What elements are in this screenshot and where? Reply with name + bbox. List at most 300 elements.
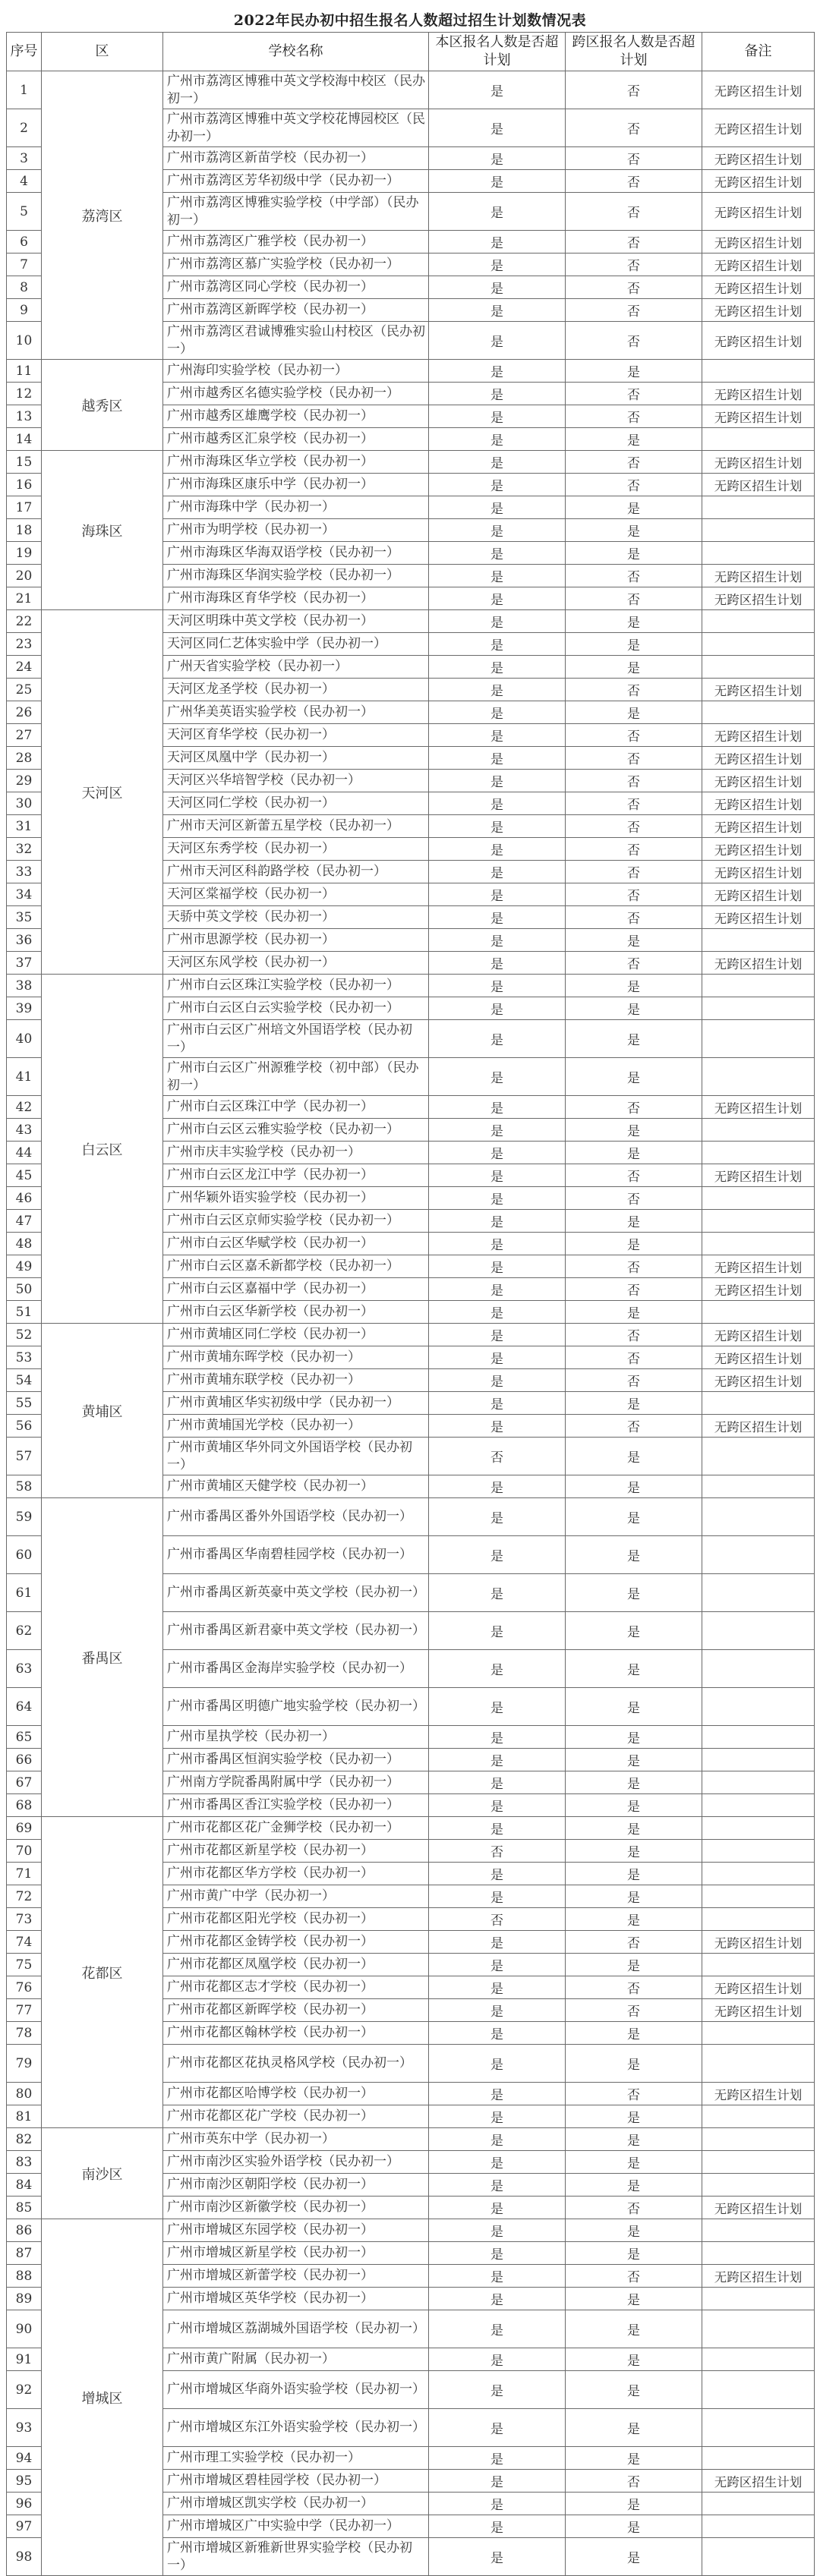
local-over-plan: 是 [429,383,566,405]
remark [702,1020,815,1058]
remark [702,1301,815,1324]
remark [702,1650,815,1688]
school-name: 广州市海珠区华润实验学校（民办初一） [163,565,429,587]
school-name: 广州市增城区碧桂园学校（民办初一） [163,2470,429,2493]
remark [702,1863,815,1885]
district-cell: 天河区 [42,610,163,975]
remark: 无跨区招生计划 [702,2083,815,2105]
cross-over-plan: 是 [566,929,702,952]
district-cell: 黄埔区 [42,1324,163,1498]
remark: 无跨区招生计划 [702,170,815,193]
local-over-plan: 是 [429,929,566,952]
school-name: 广州市花都区阳光学校（民办初一） [163,1908,429,1931]
row-number: 88 [7,2265,42,2288]
remark [702,2538,815,2576]
row-number: 26 [7,701,42,724]
school-name: 广州市花都区华方学校（民办初一） [163,1863,429,1885]
row-number: 19 [7,542,42,565]
cross-over-plan: 否 [566,276,702,299]
row-number: 41 [7,1058,42,1096]
remark: 无跨区招生计划 [702,1164,815,1187]
cross-over-plan: 否 [566,2083,702,2105]
school-name: 广州市黄埔东晖学校（民办初一） [163,1346,429,1369]
cross-over-plan: 否 [566,451,702,474]
table-row [7,71,815,109]
cross-over-plan: 否 [566,254,702,276]
cross-over-plan: 是 [566,1863,702,1885]
row-number: 25 [7,679,42,701]
row-number: 53 [7,1346,42,1369]
remark [702,1233,815,1255]
local-over-plan: 是 [429,2045,566,2083]
remark [702,701,815,724]
local-over-plan: 否 [429,1908,566,1931]
row-number: 96 [7,2493,42,2515]
remark [702,1536,815,1574]
local-over-plan: 是 [429,1020,566,1058]
cross-over-plan: 否 [566,747,702,770]
local-over-plan: 是 [429,1142,566,1164]
row-number: 49 [7,1255,42,1278]
remark: 无跨区招生计划 [702,322,815,360]
school-name: 广州市黄埔东联学校（民办初一） [163,1369,429,1392]
school-name: 广州市白云区云雅实验学校（民办初一） [163,1119,429,1142]
cross-over-plan: 是 [566,2288,702,2310]
remark: 无跨区招生计划 [702,906,815,929]
local-over-plan: 是 [429,360,566,383]
local-over-plan: 是 [429,633,566,656]
local-over-plan: 是 [429,656,566,679]
school-name: 广州市荔湾区慕广实验学校（民办初一） [163,254,429,276]
school-name: 广州市荔湾区博雅实验学校（中学部）（民办初一） [163,193,429,231]
school-name: 广州市荔湾区广雅学校（民办初一） [163,231,429,254]
row-number: 84 [7,2174,42,2197]
remark [702,2515,815,2538]
cross-over-plan: 是 [566,1058,702,1096]
local-over-plan: 是 [429,1612,566,1650]
local-over-plan: 是 [429,975,566,997]
school-name: 广州市白云区珠江中学（民办初一） [163,1096,429,1119]
local-over-plan: 是 [429,2219,566,2242]
row-number: 11 [7,360,42,383]
cross-over-plan: 是 [566,1612,702,1650]
row-number: 5 [7,193,42,231]
school-name: 广州市荔湾区同心学校（民办初一） [163,276,429,299]
district-cell: 海珠区 [42,451,163,610]
header-district: 区 [42,33,163,71]
school-name: 天河区东秀学校（民办初一） [163,838,429,861]
local-over-plan: 是 [429,1233,566,1255]
row-number: 8 [7,276,42,299]
cross-over-plan: 否 [566,1096,702,1119]
remark [702,1908,815,1931]
row-number: 57 [7,1438,42,1475]
remark: 无跨区招生计划 [702,1415,815,1438]
row-number: 29 [7,770,42,792]
remark [702,1210,815,1233]
local-over-plan: 是 [429,428,566,451]
local-over-plan: 否 [429,1438,566,1475]
cross-over-plan: 否 [566,1931,702,1954]
cross-over-plan: 是 [566,1142,702,1164]
local-over-plan: 是 [429,193,566,231]
row-number: 62 [7,1612,42,1650]
local-over-plan: 是 [429,1278,566,1301]
row-number: 22 [7,610,42,633]
cross-over-plan: 否 [566,405,702,428]
school-name: 广州市番禺区金海岸实验学校（民办初一） [163,1650,429,1688]
row-number: 92 [7,2371,42,2409]
row-number: 32 [7,838,42,861]
school-name: 广州市番禺区番外外国语学校（民办初一） [163,1498,429,1536]
row-number: 86 [7,2219,42,2242]
school-name: 广州市花都区新晖学校（民办初一） [163,1999,429,2022]
remark [702,519,815,542]
local-over-plan: 是 [429,147,566,170]
remark [702,1749,815,1771]
remark [702,2022,815,2045]
school-name: 广州市黄埔区华外同文外国语学校（民办初一） [163,1438,429,1475]
cross-over-plan: 是 [566,1954,702,1976]
school-name: 广州市增城区新雅新世界实验学校（民办初一） [163,2538,429,2576]
school-name: 广州市星执学校（民办初一） [163,1726,429,1749]
remark: 无跨区招生计划 [702,451,815,474]
local-over-plan: 是 [429,1415,566,1438]
table-row [7,1324,815,1346]
cross-over-plan: 否 [566,109,702,147]
cross-over-plan: 否 [566,2265,702,2288]
cross-over-plan: 否 [566,792,702,815]
row-number: 91 [7,2348,42,2371]
remark: 无跨区招生计划 [702,147,815,170]
header-school: 学校名称 [163,33,429,71]
row-number: 33 [7,861,42,883]
row-number: 73 [7,1908,42,1931]
cross-over-plan: 是 [566,2174,702,2197]
row-number: 95 [7,2470,42,2493]
remark [702,360,815,383]
local-over-plan: 是 [429,1726,566,1749]
row-number: 16 [7,474,42,496]
local-over-plan: 是 [429,1794,566,1817]
header-local: 本区报名人数是否超计划 [429,33,566,71]
school-name: 广州市增城区新蕾学校（民办初一） [163,2265,429,2288]
local-over-plan: 是 [429,1346,566,1369]
cross-over-plan: 是 [566,2447,702,2470]
header-note: 备注 [702,33,815,71]
remark [702,1058,815,1096]
cross-over-plan: 是 [566,2493,702,2515]
cross-over-plan: 是 [566,1771,702,1794]
local-over-plan: 否 [429,1840,566,1863]
remark [702,1612,815,1650]
row-number: 30 [7,792,42,815]
school-name: 广州市增城区华商外语实验学校（民办初一） [163,2371,429,2409]
local-over-plan: 是 [429,2197,566,2219]
school-name: 天骄中英文学校（民办初一） [163,906,429,929]
row-number: 60 [7,1536,42,1574]
school-name: 广州市白云区广州培文外国语学校（民办初一） [163,1020,429,1058]
remark [702,1954,815,1976]
row-number: 4 [7,170,42,193]
school-name: 广州市花都区金铸学校（民办初一） [163,1931,429,1954]
school-name: 广州市荔湾区博雅中英文学校花博园校区（民办初一） [163,109,429,147]
row-number: 40 [7,1020,42,1058]
remark: 无跨区招生计划 [702,679,815,701]
district-cell: 增城区 [42,2219,163,2576]
local-over-plan: 是 [429,254,566,276]
row-number: 72 [7,1885,42,1908]
local-over-plan: 是 [429,231,566,254]
cross-over-plan: 是 [566,428,702,451]
remark: 无跨区招生计划 [702,2265,815,2288]
remark [702,2493,815,2515]
local-over-plan: 是 [429,2265,566,2288]
row-number: 17 [7,496,42,519]
local-over-plan: 是 [429,2493,566,2515]
row-number: 90 [7,2310,42,2348]
row-number: 12 [7,383,42,405]
school-name: 广州市花都区花执灵格风学校（民办初一） [163,2045,429,2083]
row-number: 1 [7,71,42,109]
remark: 无跨区招生计划 [702,1346,815,1369]
row-number: 64 [7,1688,42,1726]
cross-over-plan: 是 [566,2409,702,2447]
local-over-plan: 是 [429,405,566,428]
local-over-plan: 是 [429,322,566,360]
school-name: 广州市越秀区汇泉学校（民办初一） [163,428,429,451]
school-name: 广州市花都区翰林学校（民办初一） [163,2022,429,2045]
cross-over-plan: 否 [566,1999,702,2022]
local-over-plan: 是 [429,474,566,496]
row-number: 67 [7,1771,42,1794]
remark [702,2348,815,2371]
remark [702,2242,815,2265]
remark: 无跨区招生计划 [702,2470,815,2493]
row-number: 75 [7,1954,42,1976]
row-number: 66 [7,1749,42,1771]
cross-over-plan: 是 [566,360,702,383]
remark [702,997,815,1020]
row-number: 27 [7,724,42,747]
remark: 无跨区招生计划 [702,838,815,861]
row-number: 18 [7,519,42,542]
school-name: 广州市增城区新星学校（民办初一） [163,2242,429,2265]
cross-over-plan: 否 [566,1255,702,1278]
district-cell: 番禺区 [42,1498,163,1817]
row-number: 58 [7,1475,42,1498]
remark [702,542,815,565]
row-number: 2 [7,109,42,147]
cross-over-plan: 是 [566,997,702,1020]
local-over-plan: 是 [429,1954,566,1976]
local-over-plan: 是 [429,2470,566,2493]
school-name: 广州市花都区新星学校（民办初一） [163,1840,429,1863]
remark: 无跨区招生计划 [702,1931,815,1954]
local-over-plan: 是 [429,2105,566,2128]
cross-over-plan: 是 [566,1574,702,1612]
remark [702,1142,815,1164]
remark [702,610,815,633]
cross-over-plan: 是 [566,2219,702,2242]
remark: 无跨区招生计划 [702,815,815,838]
school-name: 广州市黄埔国光学校（民办初一） [163,1415,429,1438]
cross-over-plan: 是 [566,701,702,724]
cross-over-plan: 是 [566,1749,702,1771]
row-number: 47 [7,1210,42,1233]
local-over-plan: 是 [429,883,566,906]
cross-over-plan: 是 [566,1475,702,1498]
school-name: 广州市增城区东江外语实验学校（民办初一） [163,2409,429,2447]
school-name: 广州市荔湾区博雅中英文学校海中校区（民办初一） [163,71,429,109]
row-number: 85 [7,2197,42,2219]
local-over-plan: 是 [429,1119,566,1142]
local-over-plan: 是 [429,1999,566,2022]
remark [702,1187,815,1210]
cross-over-plan: 是 [566,2515,702,2538]
local-over-plan: 是 [429,1931,566,1954]
local-over-plan: 是 [429,2128,566,2151]
row-number: 59 [7,1498,42,1536]
remark [702,1392,815,1415]
local-over-plan: 是 [429,1817,566,1840]
table-row [7,451,815,474]
row-number: 93 [7,2409,42,2447]
school-name: 广州市黄广中学（民办初一） [163,1885,429,1908]
row-number: 76 [7,1976,42,1999]
row-number: 48 [7,1233,42,1255]
table-row [7,360,815,383]
row-number: 39 [7,997,42,1020]
table-row [7,1498,815,1536]
cross-over-plan: 否 [566,299,702,322]
local-over-plan: 是 [429,1255,566,1278]
row-number: 77 [7,1999,42,2022]
row-number: 31 [7,815,42,838]
cross-over-plan: 是 [566,1210,702,1233]
row-number: 74 [7,1931,42,1954]
local-over-plan: 是 [429,770,566,792]
local-over-plan: 是 [429,1976,566,1999]
local-over-plan: 是 [429,2083,566,2105]
cross-over-plan: 是 [566,2310,702,2348]
row-number: 83 [7,2151,42,2174]
school-name: 广州市白云区嘉禾新都学校（民办初一） [163,1255,429,1278]
row-number: 87 [7,2242,42,2265]
header-num: 序号 [7,33,42,71]
school-name: 广州市海珠区康乐中学（民办初一） [163,474,429,496]
cross-over-plan: 是 [566,975,702,997]
local-over-plan: 是 [429,1574,566,1612]
remark: 无跨区招生计划 [702,724,815,747]
local-over-plan: 是 [429,2515,566,2538]
remark [702,1771,815,1794]
local-over-plan: 是 [429,2151,566,2174]
cross-over-plan: 否 [566,2470,702,2493]
local-over-plan: 是 [429,1771,566,1794]
school-name: 广州市荔湾区新晖学校（民办初一） [163,299,429,322]
cross-over-plan: 否 [566,1278,702,1301]
row-number: 34 [7,883,42,906]
school-name: 广州海印实验学校（民办初一） [163,360,429,383]
remark [702,1840,815,1863]
row-number: 35 [7,906,42,929]
remark [702,2128,815,2151]
remark [702,975,815,997]
school-name: 广州市黄埔区天健学校（民办初一） [163,1475,429,1498]
remark: 无跨区招生计划 [702,2197,815,2219]
remark: 无跨区招生计划 [702,1999,815,2022]
school-name: 天河区兴华培智学校（民办初一） [163,770,429,792]
row-number: 15 [7,451,42,474]
cross-over-plan: 是 [566,1392,702,1415]
cross-over-plan: 否 [566,147,702,170]
local-over-plan: 是 [429,542,566,565]
row-number: 36 [7,929,42,952]
school-name: 广州市白云区广州源雅学校（初中部）（民办初一） [163,1058,429,1096]
remark [702,1498,815,1536]
local-over-plan: 是 [429,861,566,883]
row-number: 70 [7,1840,42,1863]
district-cell: 南沙区 [42,2128,163,2219]
row-number: 21 [7,587,42,610]
school-name: 广州市番禺区明德广地实验学校（民办初一） [163,1688,429,1726]
remark [702,428,815,451]
cross-over-plan: 是 [566,1119,702,1142]
row-number: 63 [7,1650,42,1688]
remark: 无跨区招生计划 [702,587,815,610]
remark: 无跨区招生计划 [702,231,815,254]
local-over-plan: 是 [429,276,566,299]
cross-over-plan: 否 [566,170,702,193]
school-name: 广州市白云区白云实验学校（民办初一） [163,997,429,1020]
table-row [7,610,815,633]
remark: 无跨区招生计划 [702,747,815,770]
row-number: 56 [7,1415,42,1438]
school-name: 广州市天河区新蕾五星学校（民办初一） [163,815,429,838]
remark: 无跨区招生计划 [702,1369,815,1392]
local-over-plan: 是 [429,952,566,975]
cross-over-plan: 是 [566,2538,702,2576]
row-number: 44 [7,1142,42,1164]
local-over-plan: 是 [429,1536,566,1574]
remark: 无跨区招生计划 [702,1096,815,1119]
cross-over-plan: 是 [566,2151,702,2174]
school-name: 广州市番禺区华南碧桂园学校（民办初一） [163,1536,429,1574]
cross-over-plan: 是 [566,1794,702,1817]
cross-over-plan: 是 [566,1908,702,1931]
remark [702,1574,815,1612]
row-number: 14 [7,428,42,451]
row-number: 3 [7,147,42,170]
remark: 无跨区招生计划 [702,276,815,299]
cross-over-plan: 否 [566,71,702,109]
school-name: 广州市番禺区新英豪中英文学校（民办初一） [163,1574,429,1612]
cross-over-plan: 是 [566,1438,702,1475]
remark: 无跨区招生计划 [702,299,815,322]
school-name: 广州市英东中学（民办初一） [163,2128,429,2151]
table-row [7,2219,815,2242]
cross-over-plan: 否 [566,1415,702,1438]
row-number: 71 [7,1863,42,1885]
remark [702,929,815,952]
remark: 无跨区招生计划 [702,792,815,815]
remark: 无跨区招生计划 [702,1976,815,1999]
local-over-plan: 是 [429,747,566,770]
local-over-plan: 是 [429,2022,566,2045]
row-number: 82 [7,2128,42,2151]
local-over-plan: 是 [429,109,566,147]
